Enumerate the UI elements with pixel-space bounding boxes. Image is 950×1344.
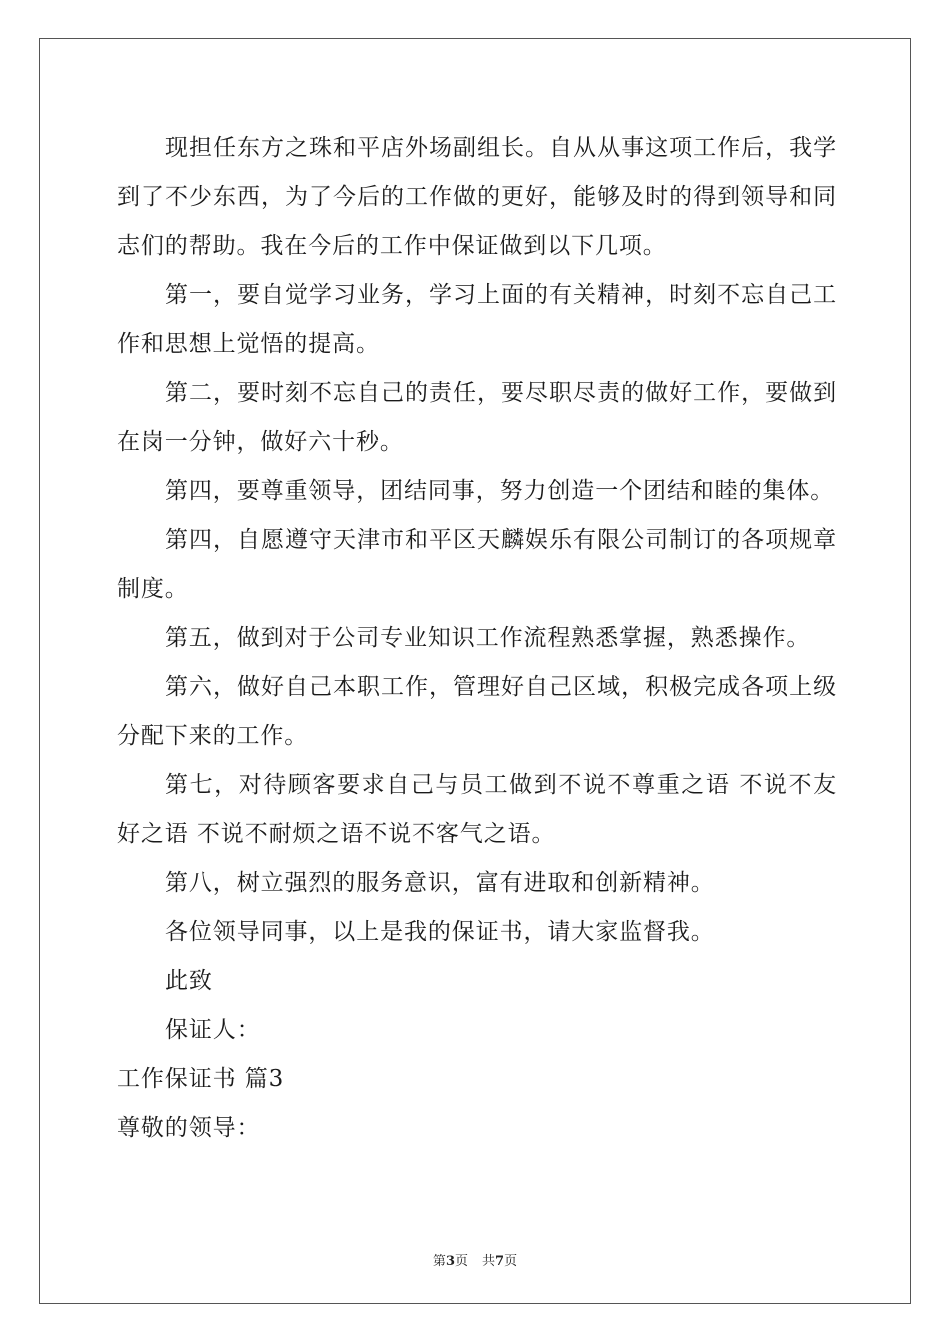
paragraph-item-6: 第六，做好自己本职工作，管理好自己区域，积极完成各项上级分配下来的工作。 xyxy=(117,674,837,749)
paragraph-closing: 各位领导同事，以上是我的保证书，请大家监督我。 xyxy=(165,919,715,945)
page-label-prefix: 第 xyxy=(432,1254,446,1269)
page-current-number: 3 xyxy=(445,1254,455,1269)
paragraph-item-4b: 第四，自愿遵守天津市和平区天麟娱乐有限公司制订的各项规章制度。 xyxy=(117,527,837,602)
paragraph-item-7: 第七，对待顾客要求自己与员工做到不说不尊重之语 不说不友好之语 不说不耐烦之语不说不客气之语。 xyxy=(117,772,837,847)
paragraph-item-1: 第一，要自觉学习业务，学习上面的有关精神，时刻不忘自己工作和思想上觉悟的提高。 xyxy=(117,282,837,357)
salutation-cizhi: 此致 xyxy=(165,968,213,994)
paragraph-item-5: 第五，做到对于公司专业知识工作流程熟悉掌握，熟悉操作。 xyxy=(165,625,811,651)
total-label-suffix: 页 xyxy=(504,1254,518,1269)
guarantor-label: 保证人： xyxy=(165,1017,261,1043)
document-body xyxy=(117,124,837,1153)
paragraph-item-2: 第二，要时刻不忘自己的责任，要尽职尽责的做好工作，要做到在岗一分钟，做好六十秒。 xyxy=(117,380,837,455)
paragraph-item-4a: 第四，要尊重领导，团结同事，努力创造一个团结和睦的集体。 xyxy=(165,478,835,504)
page-label-suffix: 页 xyxy=(454,1254,468,1269)
paragraph-intro: 现担任东方之珠和平店外场副组长。自从从事这项工作后，我学到了不少东西，为了今后的工作做的更好，能够及时的得到领导和同志们的帮助。我在今后的工作中保证做到以下几项。 xyxy=(117,135,837,259)
paragraph-item-8: 第八，树立强烈的服务意识，富有进取和创新精神。 xyxy=(165,870,715,896)
page-total-number: 7 xyxy=(495,1254,505,1269)
section-heading: 工作保证书 篇3 xyxy=(117,1066,285,1092)
total-label-prefix: 共 xyxy=(482,1254,496,1269)
page-footer xyxy=(0,1250,950,1269)
greeting-line: 尊敬的领导： xyxy=(117,1115,261,1141)
